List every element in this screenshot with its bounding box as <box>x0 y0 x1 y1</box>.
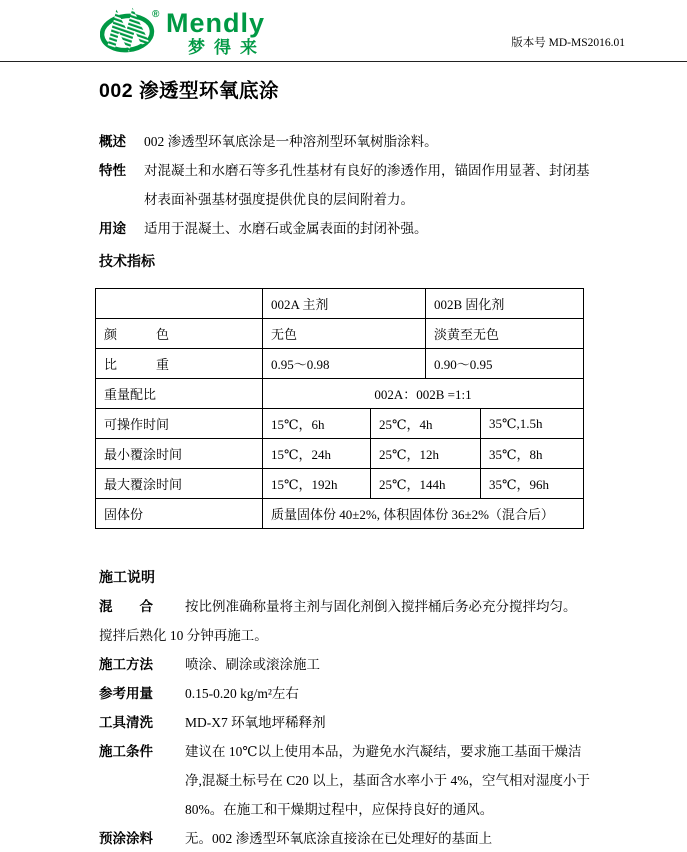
features-text: 对混凝土和水磨石等多孔性基材有良好的渗透作用，锚固作用显著、封闭基材表面补强基材强度提供优良的层间附着力。 <box>144 163 590 207</box>
features-label: 特性 <box>99 163 126 178</box>
min-recoat-15c: 15℃，24h <box>263 439 371 469</box>
precoat-text: 无。002 渗透型环氧底涂直接涂在已处理好的基面上 <box>185 831 493 846</box>
pot-life-35c: 35℃,1.5h <box>481 409 584 439</box>
solids-value: 质量固体份 40±2%, 体积固体份 36±2%（混合后） <box>263 499 584 529</box>
min-recoat-25c: 25℃，12h <box>371 439 481 469</box>
max-recoat-label: 最大覆涂时间 <box>96 469 263 499</box>
mixing-paragraph <box>99 592 590 621</box>
pot-life-label: 可操作时间 <box>96 409 263 439</box>
svg-text:®: ® <box>152 9 160 20</box>
solids-label: 固体份 <box>96 499 263 529</box>
ratio-value: 002A：002B =1:1 <box>263 379 584 409</box>
dosage-label: 参考用量 <box>99 686 153 701</box>
color-label: 颜 色 <box>96 319 263 349</box>
method-label: 施工方法 <box>99 657 153 672</box>
gravity-label: 比 重 <box>96 349 263 379</box>
cleaning-paragraph <box>99 708 590 737</box>
overview-label: 概述 <box>99 134 126 149</box>
cleaning-label: 工具清洗 <box>99 715 153 730</box>
brand-logo <box>100 7 266 56</box>
gravity-b: 0.90～0.95 <box>426 349 584 379</box>
pot-life-25c: 25℃，4h <box>371 409 481 439</box>
table-row-pot-life <box>96 409 584 439</box>
table-row-solids <box>96 499 584 529</box>
overview-text: 002 渗透型环氧底涂是一种溶剂型环氧树脂涂料。 <box>144 134 438 149</box>
table-row-header <box>96 289 584 319</box>
conditions-label: 施工条件 <box>99 744 153 759</box>
max-recoat-25c: 25℃，144h <box>371 469 481 499</box>
header-empty-cell <box>96 289 263 319</box>
document-body <box>0 75 687 852</box>
overview-paragraph <box>99 127 590 156</box>
dosage-text: 0.15-0.20 kg/m²左右 <box>185 686 299 701</box>
construction-heading: 施工说明 <box>99 569 155 585</box>
method-text: 喷涂、刷涂或滚涂施工 <box>185 657 320 672</box>
construction-section <box>99 563 590 852</box>
color-b: 淡黄至无色 <box>426 319 584 349</box>
method-paragraph <box>99 650 590 679</box>
col-a-header: 002A 主剂 <box>263 289 426 319</box>
conditions-text: 建议在 10℃以上使用本品，为避免水汽凝结，要求施工基面干燥洁净,混凝土标号在 C20 以上，基面含水率小于 4%，空气相对湿度小于 80%。在施工和干燥期过程中，应保持良好的通风。 <box>185 744 590 817</box>
intro-section <box>99 127 590 276</box>
header-divider <box>0 61 687 62</box>
pot-life-15c: 15℃，6h <box>263 409 371 439</box>
table-row-mix-ratio <box>96 379 584 409</box>
max-recoat-15c: 15℃，192h <box>263 469 371 499</box>
color-a: 无色 <box>263 319 426 349</box>
table-row-gravity <box>96 349 584 379</box>
cleaning-text: MD-X7 环氧地坪稀释剂 <box>185 715 326 730</box>
gravity-a: 0.95～0.98 <box>263 349 426 379</box>
features-paragraph <box>99 156 590 214</box>
precoat-paragraph <box>99 824 590 852</box>
mixing-text: 按比例准确称量将主剂与固化剂倒入搅拌桶后务必充分搅拌均匀。 <box>185 599 577 614</box>
mixing-note: 搅拌后熟化 10 分钟再施工。 <box>99 628 268 643</box>
ratio-label: 重量配比 <box>96 379 263 409</box>
mendly-oval-m-logo-icon <box>100 7 162 55</box>
table-row-min-recoat <box>96 439 584 469</box>
max-recoat-35c: 35℃，96h <box>481 469 584 499</box>
spec-table <box>95 288 584 529</box>
page-title: 002 渗透型环氧底涂 <box>99 80 279 102</box>
min-recoat-label: 最小覆涂时间 <box>96 439 263 469</box>
brand-wordmark <box>166 10 266 56</box>
dosage-paragraph <box>99 679 590 708</box>
min-recoat-35c: 35℃，8h <box>481 439 584 469</box>
usage-label: 用途 <box>99 221 126 236</box>
version-number: 版本号 MD-MS2016.01 <box>511 37 625 49</box>
brand-name-en: Mendly <box>166 8 266 38</box>
usage-text: 适用于混凝土、水磨石或金属表面的封闭补强。 <box>144 221 428 236</box>
table-row-color <box>96 319 584 349</box>
page-header <box>0 0 687 62</box>
usage-paragraph <box>99 214 590 243</box>
tech-specs-heading: 技术指标 <box>99 253 155 269</box>
table-row-max-recoat <box>96 469 584 499</box>
precoat-label: 预涂涂料 <box>99 831 153 846</box>
col-b-header: 002B 固化剂 <box>426 289 584 319</box>
brand-name-cn: 梦得来 <box>188 38 266 57</box>
conditions-paragraph <box>99 737 590 824</box>
mixing-label: 混 合 <box>99 599 153 614</box>
